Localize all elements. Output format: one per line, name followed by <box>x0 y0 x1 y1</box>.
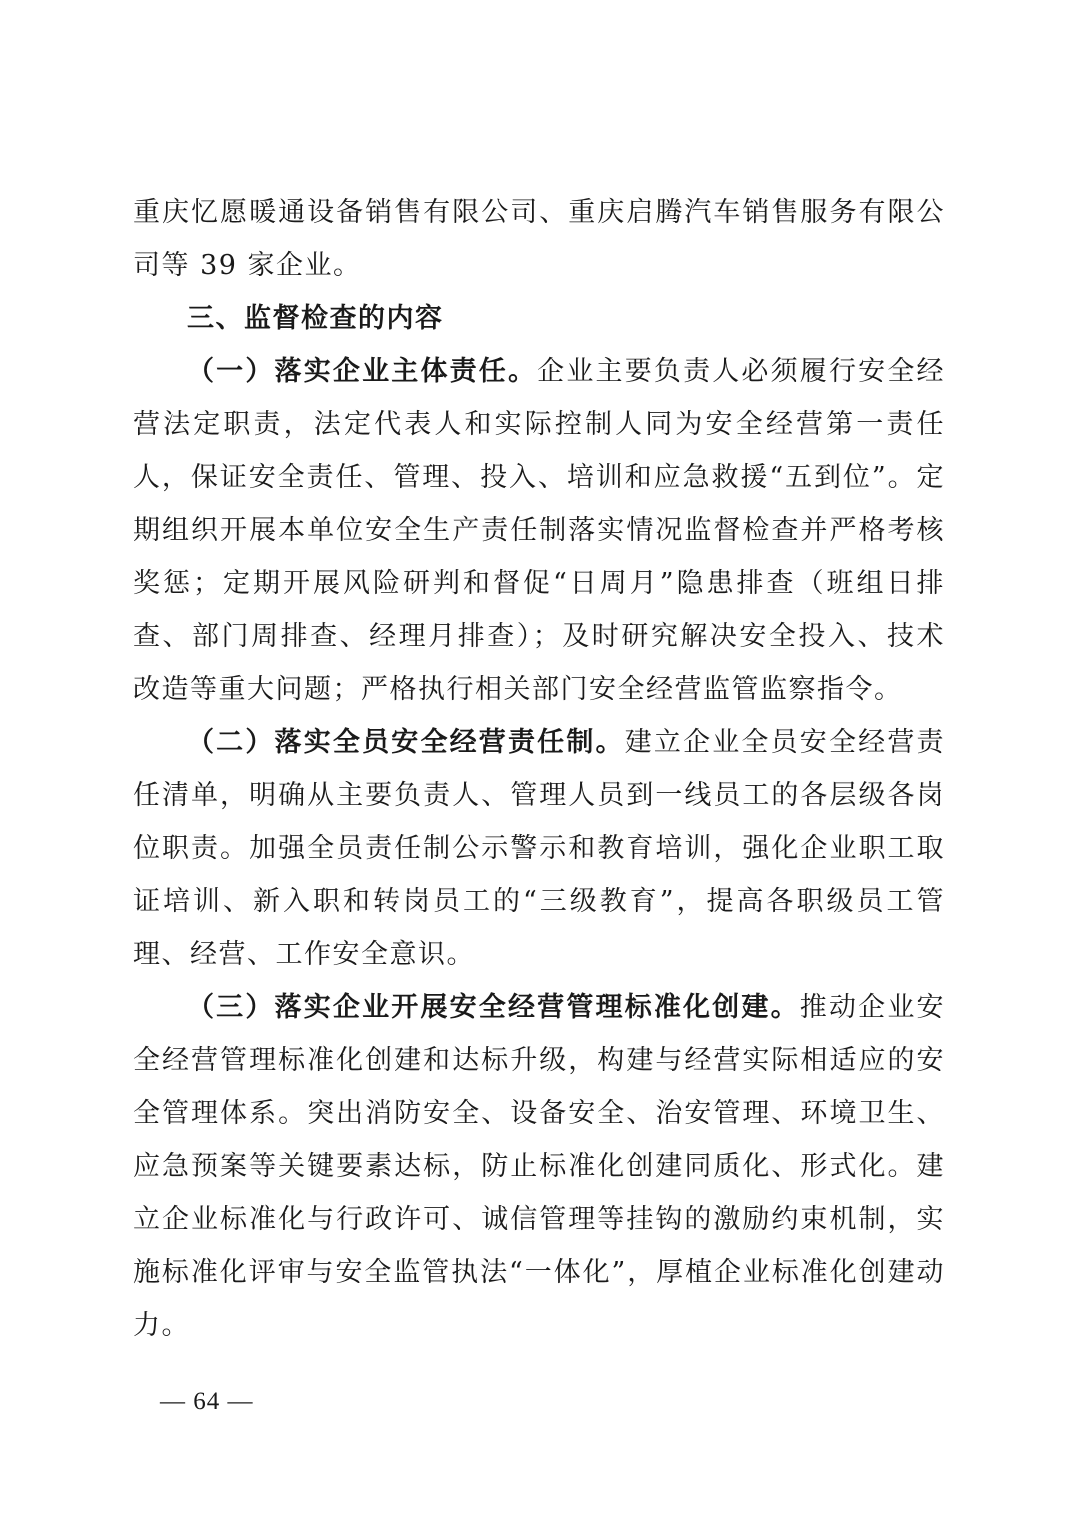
intro-paragraph: 重庆忆愿暖通设备销售有限公司、重庆启腾汽车销售服务有限公司等 39 家企业。 <box>133 197 945 281</box>
item-paragraph-1 <box>133 345 945 716</box>
page-number: — 64 — <box>160 1388 254 1415</box>
item-lead-2: （二）落实全员安全经营责任制。 <box>187 727 625 758</box>
item-paragraph-3 <box>133 981 945 1352</box>
item-paragraph-2 <box>133 716 945 981</box>
item-lead-3: （三）落实企业开展安全经营管理标准化创建。 <box>187 992 800 1023</box>
section-heading: 三、监督检查的内容 <box>187 303 444 334</box>
document-body <box>133 186 945 1352</box>
item-lead-1: （一）落实企业主体责任。 <box>187 356 538 387</box>
item-body-3: 推动企业安全经营管理标准化创建和达标升级，构建与经营实际相适应的安全管理体系。突出消防安全、设备安全、治安管理、环境卫生、应急预案等关键要素达标，防止标准化创建同质化、形式化。建立企业标准化与行政许可、诚信管理等挂钩的激励约束机制，实施标准化评审与安全监管执法“一体化”，厚植企业标准化创建动力。 <box>133 992 946 1341</box>
item-body-2: 建立企业全员安全经营责任清单，明确从主要负责人、管理人员到一线员工的各层级各岗位职责。加强全员责任制公示警示和教育培训，强化企业职工取证培训、新入职和转岗员工的“三级教育”，提高各职级员工管理、经营、工作安全意识。 <box>133 727 946 970</box>
item-body-1: 企业主要负责人必须履行安全经营法定职责，法定代表人和实际控制人同为安全经营第一责任人，保证安全责任、管理、投入、培训和应急救援“五到位”。定期组织开展本单位安全生产责任制落实情况监督检查并严格考核奖惩；定期开展风险研判和督促“日周月”隐患排查（班组日排查、部门周排查、经理月排查）；及时研究解决安全投入、技术改造等重大问题；严格执行相关部门安全经营监管监察指令。 <box>133 356 946 705</box>
